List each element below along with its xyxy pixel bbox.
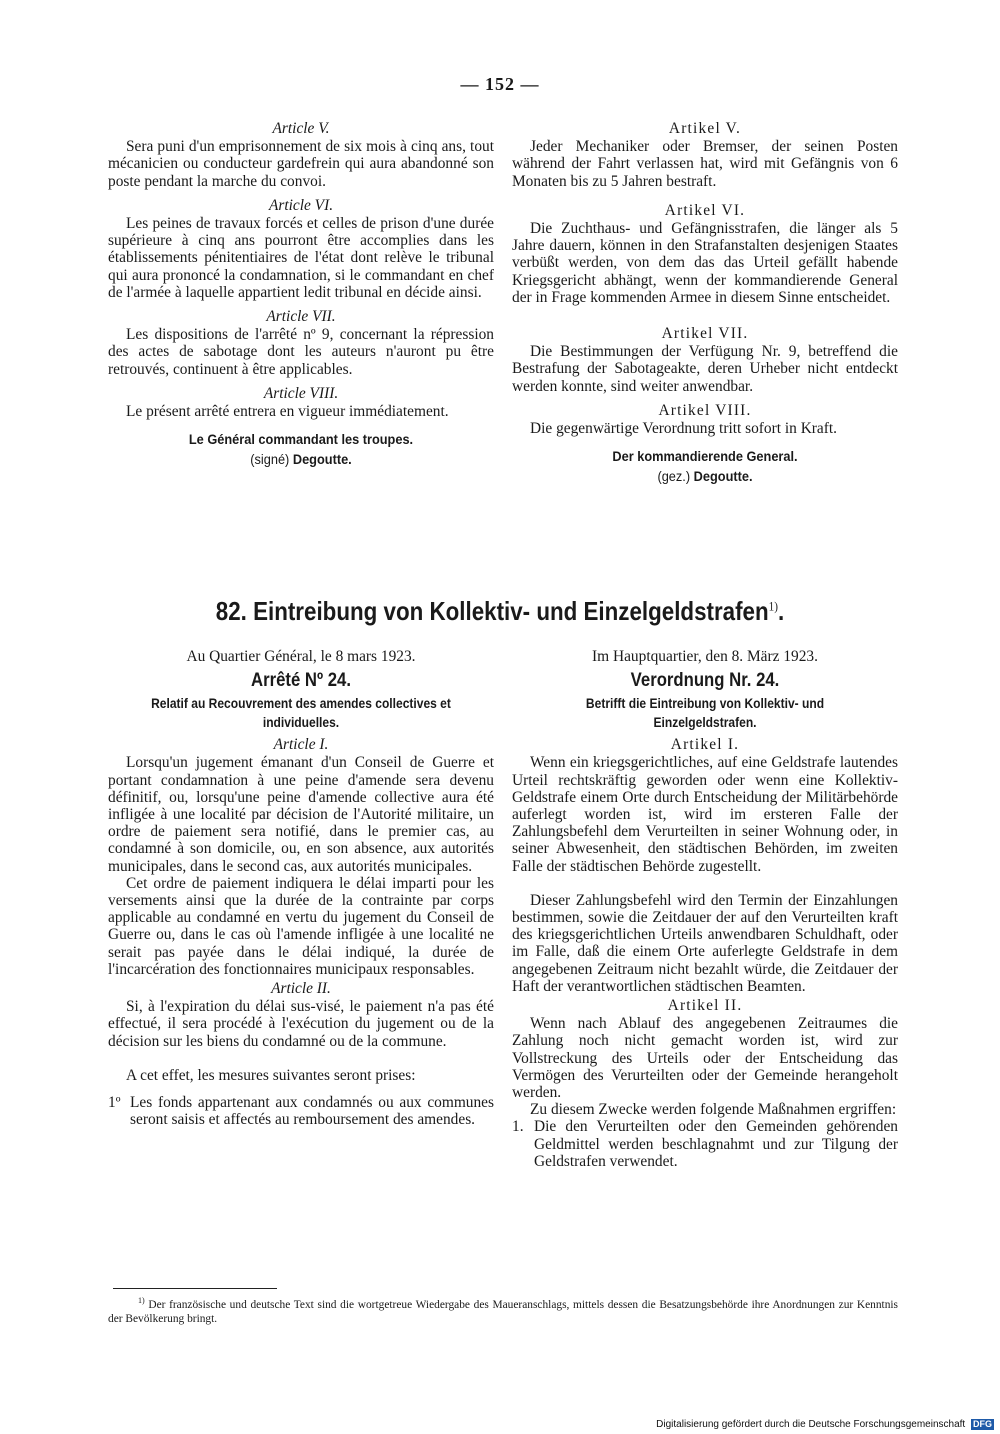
article-text: A cet effet, les mesures suivantes seront prises:: [126, 1066, 416, 1084]
page-number: — 152 —: [460, 74, 540, 94]
article-text: Dieser Zahlungsbefehl wird den Termin der Einzahlungen bestimmen, sowie die Zeitdauer der auf den Verurteilten kraft des kriegsgerichtlichen Urteils anwendbaren Schuldhaft, oder im Falle, daß die einem Orte auferlegte Geldstrafe in dem angegebenen Zeitraum nicht bezahlt würde, die Zeitdauer der Haft der verantwortlichen städtischen Beamten.: [512, 891, 898, 995]
article-text: Lorsqu'un jugement émanant d'un Conseil de Guerre et portant condamnation à une peine d'amende sera devenu définitif, ou, lorsqu'une peine d'amende collective aura été infligée à une localité par décision de l'Autorité militaire, un ordre de paiement sera notifié, dans le premier cas, au condamné à son domicile, ou, en son absence, aux autorités municipales, dans le second cas, aux autorités municipales.: [108, 754, 494, 875]
credit-text: Digitalisierung gefördert durch die Deutsche Forschungsgemeinschaft: [656, 1419, 966, 1430]
article-text: Jeder Mechaniker oder Bremser, der seinen Posten während der Fahrt verlassen hat, wird mit Gefängnis von 6 Monaten bis zu 5 Jahren bestraft.: [512, 138, 898, 190]
signature-name: Degoutte.: [693, 469, 753, 486]
footnote-reference: 1): [768, 598, 778, 614]
article-text: Die Zuchthaus- und Gefängnisstrafen, die länger als 5 Jahre dauern, können in den Strafanstalten desjenigen Staates verbüßt werden, von dem das das Urteil gefällt habende Kriegsgericht abhängt, wenn der kommandierende General der in Frage kommenden Armee in diesem Sinne entscheidet.: [512, 220, 898, 306]
article-heading: Article VII.: [266, 308, 336, 326]
decree-title: Verordnung Nr. 24.: [630, 670, 780, 692]
french-column-top: [108, 118, 494, 470]
article-heading: Article V.: [272, 120, 330, 137]
list-item-number: 1.: [512, 1118, 524, 1136]
section-title: 82. Eintreibung von Kollektiv- und Einzelgeldstrafen$^{1)}$.: [215, 596, 785, 626]
signature-signed: (gez.): [657, 469, 691, 486]
decree-subject: Betrifft die Eintreibung von Kollektiv- und Einzelgeldstrafen.: [585, 695, 825, 731]
article-text: Si, à l'expiration du délai sus-visé, le paiement n'a pas été effectué, il sera procédé à l'exécution du jugement ou de la décision sur les biens du condamné ou de la commune.: [108, 998, 494, 1050]
article-heading: Artikel VI.: [664, 201, 746, 219]
signature-block: [127, 430, 474, 470]
list-item-text: Die den Verurteilten oder den Gemeinden gehörenden Geldmittel werden beschlagnahmt und zur Tilgung der Geldstrafen verwendet.: [534, 1118, 898, 1170]
article-text: Sera puni d'un emprisonnement de six mois à cinq ans, tout mécanicien ou conducteur gardefrein qui aura abandonné son poste pendant la marche du convoi.: [108, 138, 494, 190]
article-heading: Article VIII.: [263, 384, 339, 402]
article-heading: Artikel II.: [667, 997, 743, 1015]
list-item-number: 1º: [108, 1094, 121, 1112]
footnote-mark: 1): [138, 1296, 145, 1305]
french-column-bottom: [108, 648, 494, 1128]
footnote-text: Der französische und deutsche Text sind die wortgetreue Wiedergabe des Maueranschlags, mittels dessen die Besatzungsbehörde ihre Anordnungen zur Kenntnis der Bevölkerung bringt.: [108, 1298, 898, 1325]
decree-title: Arrêté Nº 24.: [251, 670, 351, 692]
signature-block: [531, 447, 878, 487]
digitization-credit: [600, 1419, 994, 1430]
article-heading: Article VI.: [268, 196, 334, 214]
decree-subject: Relatif au Recouvrement des amendes collectives et individuelles.: [151, 695, 451, 731]
list-item: [108, 1094, 494, 1128]
article-text: Die Bestimmungen der Verfügung Nr. 9, betreffend die Bestrafung der Sabotageakte, deren Urheber nicht entdeckt werden konnte, sind weiter anwendbar.: [512, 343, 898, 395]
article-heading: Artikel VIII.: [658, 401, 752, 419]
footnote: [108, 1294, 898, 1326]
article-heading: Artikel I.: [670, 736, 740, 754]
signature-signed: (signé): [250, 452, 290, 469]
place-date: Au Quartier Général, le 8 mars 1923.: [186, 648, 416, 665]
signature-title: Le Général commandant les troupes.: [188, 432, 414, 449]
signature-title: Der kommandierende General.: [612, 449, 798, 466]
article-heading: Artikel V.: [668, 120, 742, 137]
article-heading: Article II.: [271, 980, 331, 998]
place-date: Im Hauptquartier, den 8. März 1923.: [592, 648, 818, 665]
article-text: Cet ordre de paiement indiquera le délai imparti pour les versements ainsi que la durée de la contrainte par corps applicable au condamné en vertu du jugement du Conseil de Guerre ou, dans le cas où l'amende infligée à une localité ne serait pas payée dans le délai indiqué, la durée de l'incarcération des fonctionnaires municipaux responsables.: [108, 874, 494, 978]
list-item-text: Les fonds appartenant aux condamnés ou aux communes seront saisis et affectés au remboursement des amendes.: [130, 1094, 494, 1129]
article-heading: Artikel VII.: [661, 325, 749, 343]
article-text: Wenn ein kriegsgerichtliches, auf eine Geldstrafe lautendes Urteil rechtskräftig geworden oder wenn eine Kollektiv-Geldstrafe einem Orte durch Entscheidung der Militärbehörde auferlegt worden ist, wird im ersteren Falle der Zahlungsbefehl dem Verurteilten in seiner Wohnung oder, in seiner Abwesenheit, den städtischen Behörden, im zweiten Falle der städtischen Behörde zugestellt.: [512, 754, 898, 875]
article-text: Zu diesem Zwecke werden folgende Maßnahmen ergriffen:: [530, 1101, 897, 1119]
dfg-logo-icon: DFG: [973, 1419, 992, 1429]
list-item: [512, 1118, 898, 1170]
german-column-bottom: [512, 648, 898, 1170]
article-text: Die gegenwärtige Verordnung tritt sofort in Kraft.: [530, 420, 838, 438]
article-text: Wenn nach Ablauf des angegebenen Zeitraumes die Zahlung noch nicht gemacht worden ist, wird zur Vollstreckung des Urteils oder der Entscheidung das Vermögen des Verurteilten oder der Gemeinde herangeholt werden.: [512, 1015, 898, 1102]
footnote-rule: [113, 1288, 277, 1289]
section-title-text: 82. Eintreibung von Kollektiv- und Einzelgeldstrafen: [215, 596, 769, 626]
signature-name: Degoutte.: [292, 452, 352, 469]
article-text: Les dispositions de l'arrêté nº 9, concernant la répression des actes de sabotage dont les auteurs n'auront pu être retrouvés, continuent à être applicables.: [108, 326, 494, 378]
article-heading: Article I.: [273, 736, 329, 754]
article-text: Les peines de travaux forcés et celles de prison d'une durée supérieure à cinq ans pourront être accomplies dans les établissements pénitentiaires de l'état dont relève le tribunal qui aura prononcé la condamnation, si le commandant en chef de l'armée à laquelle appartient ledit tribunal en décide ainsi.: [108, 215, 494, 301]
german-column-top: [512, 118, 898, 487]
article-text: Le présent arrêté entrera en vigueur immédiatement.: [126, 403, 449, 421]
